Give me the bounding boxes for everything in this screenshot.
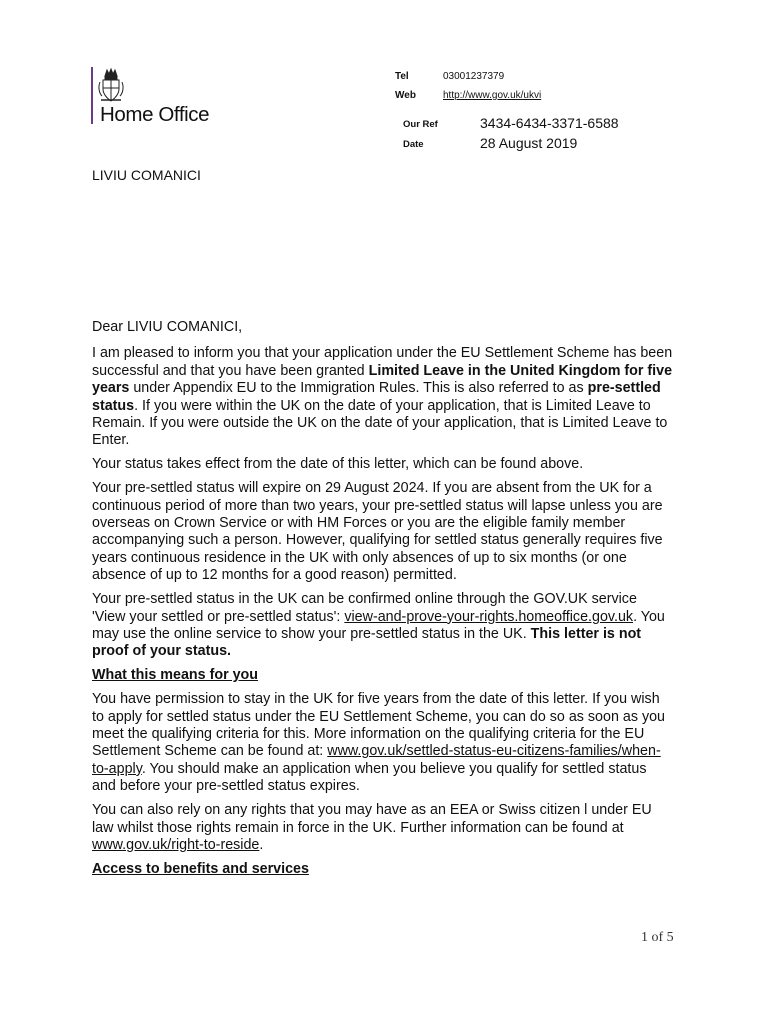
paragraph-text: . If you were within the UK on the date of your application, that is Limited Leave to Remain. If you were outside the UK on the date of your application, that is Limited Leave to Enter.: [92, 397, 668, 449]
paragraph-text: Your pre-settled status in the UK can be confirmed online through the GOV.UK service 'View your settled or pre-settled status':: [92, 591, 637, 625]
heading-what-this-means: What this means for you: [92, 667, 259, 684]
settled-status-link[interactable]: www.gov.uk/settled-status-eu-citizens-families/when-to-apply: [92, 743, 661, 777]
right-to-reside-link[interactable]: www.gov.uk/right-to-reside: [92, 836, 260, 853]
paragraph-effective-date: Your status takes effect from the date of this letter, which can be found above.: [92, 456, 584, 473]
date-label: Date: [403, 139, 424, 150]
paragraph-text: . You may use the online service to show your pre-settled status in the UK.: [92, 608, 665, 642]
salutation: Dear LIVIU COMANICI,: [92, 319, 243, 335]
recipient-name: LIVIU COMANICI: [92, 167, 201, 183]
paragraph-online-status: [92, 591, 674, 661]
ref-value: 3434-6434-3371-6588: [480, 115, 619, 131]
paragraph-settled-status: [92, 691, 674, 795]
ref-label: Our Ref: [403, 119, 438, 130]
paragraph-text: .: [259, 836, 264, 853]
royal-crest-icon: [98, 67, 124, 105]
bold-text: This letter is not proof of your status.: [92, 626, 642, 660]
paragraph-expiry: Your pre-settled status will expire on 29 August 2024. If you are absent from the UK for a continuous period of more than two years, your pre-settled status will lapse unless you are overseas on Crown Service or with HM Forces or you are the eligible family member accompanying such a person. However, qualifying for settled status generally requires five years continuous residence in the UK with only absences of up to six months (or one absence of up to 12 months for a good reason) permitted.: [92, 480, 663, 584]
bold-text: pre-settled status: [92, 380, 661, 414]
paragraph-grant: [92, 345, 674, 449]
paragraph-text: You can also rely on any rights that you may have as an EEA or Swiss citizen l under EU law whilst those rights remain in force in the UK. Further information can be found at: [92, 802, 652, 836]
paragraph-rights: [92, 802, 674, 854]
paragraph-text: under Appendix EU to the Immigration Rules. This is also referred to as: [129, 380, 588, 397]
page-number: 1 of 5: [641, 930, 674, 945]
letter-body: [92, 319, 674, 885]
paragraph-text: . You should make an application when you believe you qualify for settled status and before your pre-settled status expires.: [92, 760, 647, 795]
view-and-prove-link[interactable]: view-and-prove-your-rights.homeoffice.gov.uk: [344, 608, 634, 625]
heading-access-benefits: Access to benefits and services: [92, 860, 309, 877]
logo-accent-bar: [91, 67, 93, 124]
org-name: Home Office: [100, 103, 210, 126]
date-value: 28 August 2019: [480, 135, 578, 151]
home-office-logo: [91, 67, 241, 127]
tel-label: Tel: [395, 71, 409, 82]
paragraph-text: I am pleased to inform you that your application under the EU Settlement Scheme has been successful and that you have been granted: [92, 345, 673, 379]
web-link[interactable]: http://www.gov.uk/ukvi: [443, 90, 542, 101]
bold-text: Limited Leave in the United Kingdom for five years: [92, 362, 673, 397]
paragraph-text: You have permission to stay in the UK for five years from the date of this letter. If you wish to apply for settled status under the EU Settlement Scheme, you can do so as soon as you meet the qualifying criteria for this. More information on the qualifying criteria for the EU Settlement Scheme can be found at:: [92, 691, 665, 760]
web-label: Web: [395, 90, 416, 101]
tel-value: 03001237379: [443, 71, 505, 82]
